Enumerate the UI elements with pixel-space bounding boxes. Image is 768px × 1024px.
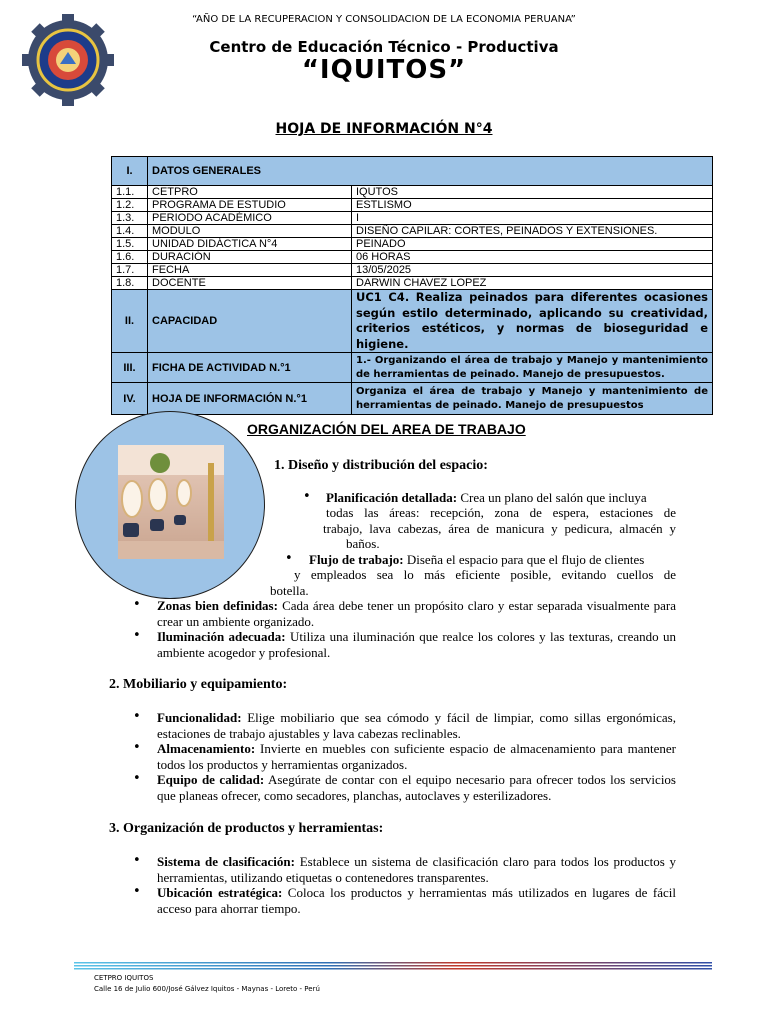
row-label: CETPRO — [148, 186, 352, 199]
section-title: ORGANIZACIÓN DEL AREA DE TRABAJO — [247, 421, 526, 437]
row-label: DOCENTE — [148, 277, 352, 290]
footer-org: CETPRO IQUITOS — [94, 974, 154, 982]
table-row — [112, 251, 713, 264]
table-row — [112, 238, 713, 251]
s1-b3: Zonas bien definidas: Cada área debe tener un propósito claro y estar separada visualmente para crear un ambiente organizado. — [157, 598, 676, 629]
s3-b1: Sistema de clasificación: Establece un sistema de clasificación claro para todos los productos y herramientas, utilizando etiquetas o contenedores transparentes. — [157, 854, 677, 885]
row-label: UNIDAD DIDÁCTICA N°4 — [148, 238, 352, 251]
table-row — [112, 225, 713, 238]
row-label: PERIODO ACADÉMICO — [148, 212, 352, 225]
s1-b2-line3: botella. — [270, 583, 309, 598]
table-row — [112, 212, 713, 225]
row-value: IQUTOS — [352, 186, 713, 199]
s2-b3: Equipo de calidad: Asegúrate de contar con el equipo necesario para ofrecer todos los servicios que planeas ofrecer, como secadores, planchas, autoclaves y esterilizadores. — [157, 772, 676, 803]
table-row — [112, 264, 713, 277]
row-value: DISEÑO CAPILAR: CORTES, PEINADOS Y EXTENSIONES. — [352, 225, 713, 238]
row-label: FICHA DE ACTIVIDAD N.°1 — [148, 353, 352, 383]
s1-b1-line2: todas las áreas: recepción, zona de espera, estaciones de — [326, 505, 676, 520]
row-value: ESTLISMO — [352, 199, 713, 212]
bullet-icon: • — [133, 597, 141, 612]
row-label: MODULO — [148, 225, 352, 238]
row-num: 1.3. — [112, 212, 148, 225]
row-value: PEINADO — [352, 238, 713, 251]
section-num: I. — [112, 157, 148, 186]
row-label: DURACIÓN — [148, 251, 352, 264]
hoja-row — [112, 383, 713, 415]
row-label: FECHA — [148, 264, 352, 277]
row-label: PROGRAMA DE ESTUDIO — [148, 199, 352, 212]
row-value: I — [352, 212, 713, 225]
row-value: 06 HORAS — [352, 251, 713, 264]
s1-b1-line1: Planificación detallada: Crea un plano del salón que incluya — [326, 490, 647, 505]
row-num: 1.8. — [112, 277, 148, 290]
bullet-icon: • — [133, 628, 141, 643]
s1-b1-line4: baños. — [346, 536, 380, 551]
footer-stripes — [74, 962, 712, 970]
bullet-icon: • — [285, 551, 293, 566]
center-sub: “IQUITOS” — [301, 55, 467, 85]
heading-s3: 3. Organización de productos y herramientas: — [109, 821, 384, 836]
s2-b2: Almacenamiento: Invierte en muebles con suficiente espacio de almacenamiento para mantener todos los productos y herramientas organizados. — [157, 741, 677, 772]
row-value: 13/05/2025 — [352, 264, 713, 277]
row-value: Organiza el área de trabajo y Manejo y mantenimiento de herramientas de peinado. Manejo de presupuestos — [352, 383, 713, 415]
sheet-title: HOJA DE INFORMACIÓN N°4 — [275, 121, 493, 137]
s1-b2-line1: Flujo de trabajo: Diseña el espacio para que el flujo de clientes — [309, 552, 645, 567]
s1-b2-line2: y empleados sea lo más eficiente posible, evitando cuellos de — [294, 567, 676, 582]
row-num: 1.6. — [112, 251, 148, 264]
section-label: DATOS GENERALES — [148, 157, 713, 186]
s1-b4: Iluminación adecuada: Utiliza una iluminación que realce los colores y las texturas, creando un ambiente acogedor y profesional. — [157, 629, 677, 660]
capacidad-row — [112, 290, 713, 353]
row-label: CAPACIDAD — [148, 290, 352, 353]
row-num: IV. — [112, 383, 148, 415]
row-num: III. — [112, 353, 148, 383]
ficha-row — [112, 353, 713, 383]
s1-b1-line3: trabajo, lava cabezas, área de manicura y pedicura, almacén y — [323, 521, 676, 536]
row-num: 1.1. — [112, 186, 148, 199]
row-num: 1.2. — [112, 199, 148, 212]
s2-b1: Funcionalidad: Elige mobiliario que sea cómodo y fácil de limpiar, como sillas ergonómicas, estaciones de trabajo ajustables y lava cabezas reclinables. — [157, 710, 676, 741]
row-value: UC1 C4. Realiza peinados para diferentes ocasiones según estilo determinado, aplicando su creatividad, criterios estéticos, y normas de bioseguridad e higiene. — [352, 290, 713, 353]
table-row — [112, 277, 713, 290]
row-value: 1.- Organizando el área de trabajo y Manejo y mantenimiento de herramientas de peinado. Manejo de presupuestos. — [352, 353, 713, 383]
bullet-icon: • — [133, 771, 141, 786]
table-row — [112, 199, 713, 212]
heading-s2: 2. Mobiliario y equipamiento: — [109, 677, 288, 692]
bullet-icon: • — [133, 853, 141, 868]
row-num: 1.4. — [112, 225, 148, 238]
bullet-icon: • — [133, 709, 141, 724]
row-num: 1.7. — [112, 264, 148, 277]
motto-line: “AÑO DE LA RECUPERACION Y CONSOLIDACION DE LA ECONOMIA PERUANA” — [192, 14, 576, 25]
general-data-table — [111, 156, 713, 415]
bullet-icon: • — [133, 884, 141, 899]
row-num: 1.5. — [112, 238, 148, 251]
table-row — [112, 186, 713, 199]
row-value: DARWIN CHAVEZ LOPEZ — [352, 277, 713, 290]
center-name: Centro de Educación Técnico - Productiva — [209, 38, 559, 56]
salon-photo — [118, 445, 224, 559]
footer-address: Calle 16 de Julio 600/José Gálvez Iquitos - Maynas - Loreto - Perú — [94, 985, 320, 993]
row-num: II. — [112, 290, 148, 353]
bullet-icon: • — [133, 740, 141, 755]
row-label: HOJA DE INFORMACIÓN N.°1 — [148, 383, 352, 415]
table-section-row — [112, 157, 713, 186]
bullet-icon: • — [303, 489, 311, 504]
s3-b2: Ubicación estratégica: Coloca los productos y herramientas más utilizados en lugares de fácil acceso para ahorrar tiempo. — [157, 885, 677, 916]
heading-s1: 1. Diseño y distribución del espacio: — [274, 458, 488, 473]
